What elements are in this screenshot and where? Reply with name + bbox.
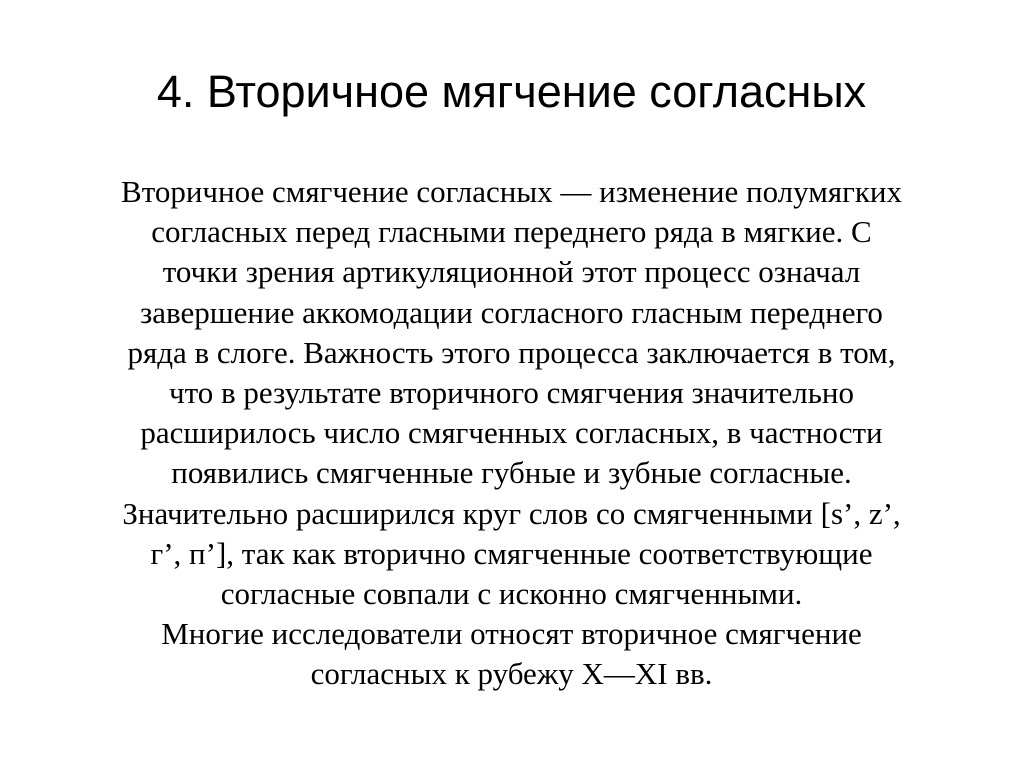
slide-body	[30, 172, 993, 695]
body-line: г’, п’], так как вторично смягченные соответствующие	[150, 535, 873, 571]
slide-title: 4. Вторичное мягчение согласных	[156, 66, 867, 117]
body-line: согласных к рубежу X—XI вв.	[310, 656, 713, 692]
body-line: Многие исследователи относят вторичное смягчение	[161, 616, 862, 652]
body-line: точки зрения артикуляционной этот процесс означал	[162, 254, 861, 290]
body-line: ряда в слоге. Важность этого процесса заключается в том,	[127, 334, 896, 370]
body-line: завершение аккомодации согласного гласным переднего	[140, 294, 883, 330]
body-line: что в результате вторичного смягчения значительно	[169, 375, 854, 411]
body-line: согласных перед гласными переднего ряда в мягкие. С	[151, 214, 872, 250]
body-line: Вторичное смягчение согласных — изменение полумягких	[121, 174, 902, 209]
body-line: появились смягченные губные и зубные согласные.	[171, 455, 852, 491]
body-line: согласные совпали с исконно смягченными.	[220, 576, 803, 612]
body-line: Значительно расширился круг слов со смягченными [s’, z’,	[122, 495, 901, 531]
body-line: расширилось число смягченных согласных, в частности	[140, 415, 883, 451]
